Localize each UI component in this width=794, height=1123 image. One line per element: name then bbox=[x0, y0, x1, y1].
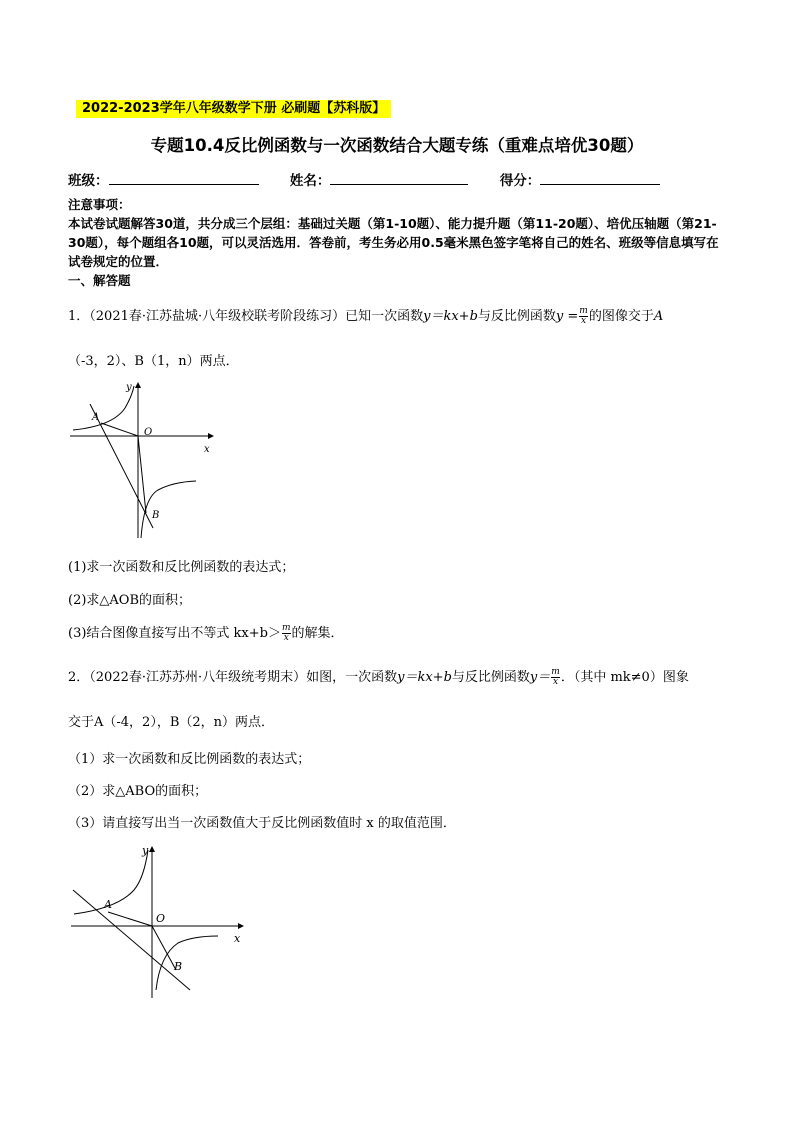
class-label: 班级： bbox=[68, 173, 109, 189]
q1-hyperbola-right bbox=[141, 481, 196, 538]
q1-point-a: A bbox=[653, 309, 664, 324]
q1-graph bbox=[68, 378, 218, 548]
q1-line bbox=[90, 404, 153, 528]
score-blank[interactable] bbox=[540, 170, 660, 185]
q1-intro: 1．（2021春·江苏盐城·八年级校联考阶段练习）已知一次函数 bbox=[68, 309, 424, 324]
q2-label-x: x bbox=[234, 932, 241, 945]
q2-intro-b: 与反比例函数 bbox=[451, 670, 530, 685]
q2-x-arrow bbox=[238, 923, 244, 929]
q1-part1: (1)求一次函数和反比例函数的表达式； bbox=[68, 560, 295, 575]
notice-body: 本试卷试题解答30道，共分成三个层组：基础过关题（第1-10题）、能力提升题（第11-20题）、培优压轴题（第21-30题），每个题组各10题，可以灵活选用．答卷前，考生务必用0.5毫米黑色签字笔将自己的姓名、班级等信息填写在试卷规定的位置． bbox=[68, 216, 719, 269]
q2-fraction: $\frac{m}{x}$ bbox=[551, 667, 560, 687]
q2-segment-oa bbox=[108, 912, 152, 926]
q2-part3: （3）请直接写出当一次函数值大于反比例函数值时 x 的取值范围． bbox=[68, 816, 456, 831]
score-label: 得分： bbox=[499, 173, 541, 189]
q1-intro-b: 与反比例函数 bbox=[477, 309, 556, 324]
q1-label-y: y bbox=[126, 382, 132, 393]
q2-part2: （2）求△ABO的面积； bbox=[68, 784, 208, 799]
q2-stem-line2: 交于A（-4，2），B（2，n）两点． bbox=[68, 715, 275, 730]
class-blank[interactable] bbox=[109, 170, 259, 185]
q2-stem-line1 bbox=[68, 668, 728, 688]
q2-intro: 2．（2022春·江苏苏州·八年级统考期末）如图，一次函数 bbox=[68, 670, 398, 685]
page-title: 专题10.4反比例函数与一次函数结合大题专练（重难点培优30题） bbox=[150, 136, 644, 155]
q2-line bbox=[73, 890, 190, 990]
q1-label-b: B bbox=[152, 510, 160, 521]
q2-label-a: A bbox=[104, 898, 112, 911]
q2-graph bbox=[68, 840, 258, 1000]
q2-linear-function: y＝kx+b bbox=[397, 670, 452, 685]
q1-stem-line2: （-3，2）、B（1，n）两点． bbox=[68, 354, 239, 369]
q1-part2: (2)求△AOB的面积； bbox=[68, 593, 192, 608]
q1-stem-line1 bbox=[68, 307, 728, 327]
q1-fraction: $\frac{m}{x}$ bbox=[579, 306, 588, 326]
name-blank[interactable] bbox=[330, 170, 468, 185]
series-banner: 2022-2023学年八年级数学下册 必刷题【苏科版】 bbox=[76, 100, 391, 118]
q1-segment-oa bbox=[101, 423, 138, 436]
q1-part3: (3)结合图像直接写出不等式 kx+b＞ $\frac{m}{x}$ 的解集． bbox=[68, 623, 344, 643]
q1-label-o: O bbox=[144, 427, 153, 438]
q2-label-b: B bbox=[174, 960, 183, 973]
section-heading: 一、解答题 bbox=[68, 273, 131, 288]
q1-linear-function: y＝kx+b bbox=[423, 309, 478, 324]
q1-intro-c: 的图像交于 bbox=[588, 309, 654, 324]
q2-hyperbola-right bbox=[156, 936, 218, 990]
q1-x-arrow bbox=[208, 433, 214, 439]
q1-label-x: x bbox=[204, 444, 210, 455]
q1-part3-fraction: $\frac{m}{x}$ bbox=[281, 623, 291, 643]
q2-intro-c: ．（其中 mk≠0）图象 bbox=[560, 670, 689, 685]
q1-label-a: A bbox=[92, 412, 100, 423]
q1-y-arrow bbox=[135, 382, 141, 388]
q2-label-y: y bbox=[142, 844, 149, 857]
q2-part1: （1）求一次函数和反比例函数的表达式； bbox=[68, 752, 311, 767]
q2-y-arrow bbox=[149, 846, 155, 852]
q1-inverse-lhs: y = bbox=[555, 309, 579, 324]
q2-label-o: O bbox=[156, 912, 166, 925]
notice-heading: 注意事项： bbox=[68, 197, 131, 212]
student-info-row bbox=[68, 170, 660, 191]
q2-inverse-lhs: y＝ bbox=[529, 670, 551, 685]
name-label: 姓名： bbox=[289, 173, 331, 189]
